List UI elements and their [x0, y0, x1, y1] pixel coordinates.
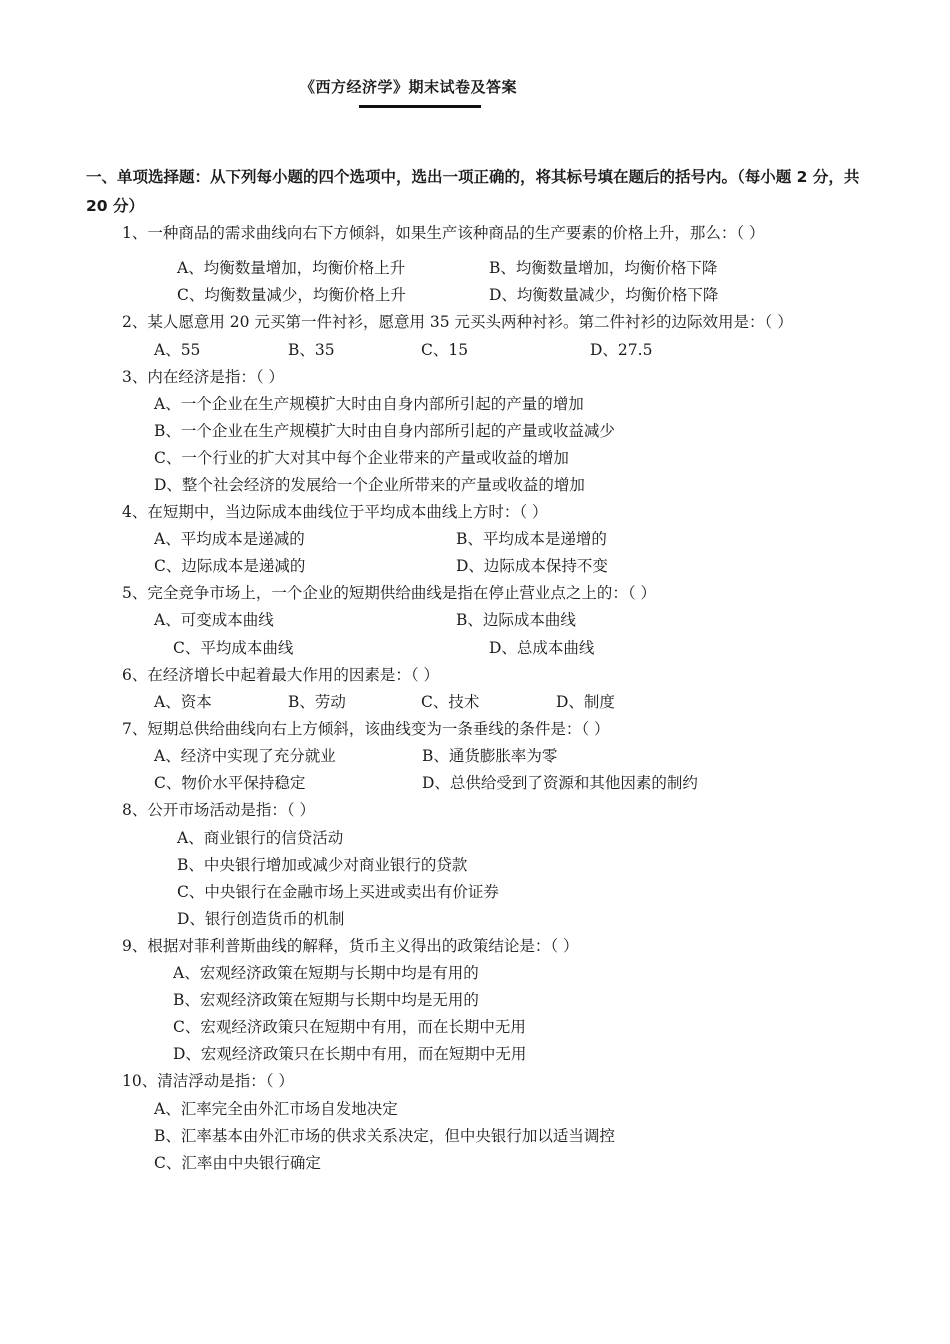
question-4-stem: 4、在短期中，当边际成本曲线位于平均成本曲线上方时：（ ）	[122, 503, 548, 521]
question-5-stem: 5、完全竞争市场上，一个企业的短期供给曲线是指在停止营业点之上的：（ ）	[122, 584, 657, 602]
question-1-option-d: D、均衡数量减少，均衡价格下降	[489, 286, 719, 304]
question-2-option-b: B、35	[288, 341, 335, 359]
question-7-stem: 7、短期总供给曲线向右上方倾斜，该曲线变为一条垂线的条件是：（ ）	[122, 720, 610, 738]
question-10-option-a: A、汇率完全由外汇市场自发地决定	[154, 1100, 398, 1118]
question-7-option-d: D、总供给受到了资源和其他因素的制约	[422, 774, 698, 792]
question-8-stem: 8、公开市场活动是指：（ ）	[122, 801, 316, 819]
question-8-option-a: A、商业银行的信贷活动	[177, 829, 344, 847]
question-2-option-a: A、55	[154, 341, 201, 359]
question-1-option-b: B、均衡数量增加，均衡价格下降	[489, 259, 718, 277]
question-2-option-d: D、27.5	[590, 341, 653, 359]
question-9-option-d: D、宏观经济政策只在长期中有用，而在短期中无用	[173, 1045, 527, 1063]
question-1-option-a: A、均衡数量增加，均衡价格上升	[177, 259, 406, 277]
question-3-stem: 3、内在经济是指：（ ）	[122, 368, 285, 386]
question-6-option-c: C、技术	[421, 693, 480, 711]
question-8-option-d: D、银行创造货币的机制	[177, 910, 345, 928]
question-1-stem: 1、一种商品的需求曲线向右下方倾斜，如果生产该种商品的生产要素的价格上升，那么：（ ）	[122, 224, 765, 242]
question-9-option-b: B、宏观经济政策在短期与长期中均是无用的	[173, 991, 479, 1009]
question-9-option-c: C、宏观经济政策只在短期中有用，而在长期中无用	[173, 1018, 526, 1036]
question-8-option-c: C、中央银行在金融市场上买进或卖出有价证券	[177, 883, 499, 901]
question-6-option-a: A、资本	[154, 693, 212, 711]
question-10-option-b: B、汇率基本由外汇市场的供求关系决定，但中央银行加以适当调控	[154, 1127, 615, 1145]
question-6-option-b: B、劳动	[288, 693, 346, 711]
question-5-option-c: C、平均成本曲线	[173, 639, 294, 657]
question-7-option-a: A、经济中实现了充分就业	[154, 747, 336, 765]
question-7-option-b: B、通货膨胀率为零	[422, 747, 558, 765]
question-8-option-b: B、中央银行增加或减少对商业银行的贷款	[177, 856, 468, 874]
question-10-stem: 10、清洁浮动是指：（ ）	[122, 1072, 294, 1090]
question-2-option-c: C、15	[421, 341, 469, 359]
question-3-option-d: D、整个社会经济的发展给一个企业所带来的产量或收益的增加	[154, 476, 585, 494]
page-title: 《西方经济学》期末试卷及答案	[300, 78, 518, 96]
question-1-option-c: C、均衡数量减少，均衡价格上升	[177, 286, 406, 304]
question-9-stem: 9、根据对菲利普斯曲线的解释，货币主义得出的政策结论是：（ ）	[122, 937, 579, 955]
question-4-option-c: C、边际成本是递减的	[154, 557, 306, 575]
question-6-stem: 6、在经济增长中起着最大作用的因素是：（ ）	[122, 666, 440, 684]
question-4-option-d: D、边际成本保持不变	[456, 557, 608, 575]
question-2-stem: 2、某人愿意用 20 元买第一件衬衫，愿意用 35 元买头两种衬衫。第二件衬衫的边际效用是：（ ）	[122, 313, 793, 331]
question-3-option-a: A、一个企业在生产规模扩大时由自身内部所引起的产量的增加	[154, 395, 584, 413]
question-6-option-d: D、制度	[556, 693, 615, 711]
question-5-option-d: D、总成本曲线	[489, 639, 595, 657]
title-underline	[359, 105, 481, 108]
question-4-option-a: A、平均成本是递减的	[154, 530, 305, 548]
question-10-option-c: C、汇率由中央银行确定	[154, 1154, 321, 1172]
question-3-option-c: C、一个行业的扩大对其中每个企业带来的产量或收益的增加	[154, 449, 569, 467]
question-3-option-b: B、一个企业在生产规模扩大时由自身内部所引起的产量或收益减少	[154, 422, 615, 440]
question-4-option-b: B、平均成本是递增的	[456, 530, 607, 548]
question-5-option-b: B、边际成本曲线	[456, 611, 576, 629]
question-7-option-c: C、物价水平保持稳定	[154, 774, 306, 792]
section-heading: 一、单项选择题：从下列每小题的四个选项中，选出一项正确的，将其标号填在题后的括号内。（每小题 2 分，共 20 分）	[86, 168, 860, 215]
question-5-option-a: A、可变成本曲线	[154, 611, 274, 629]
question-9-option-a: A、宏观经济政策在短期与长期中均是有用的	[173, 964, 479, 982]
